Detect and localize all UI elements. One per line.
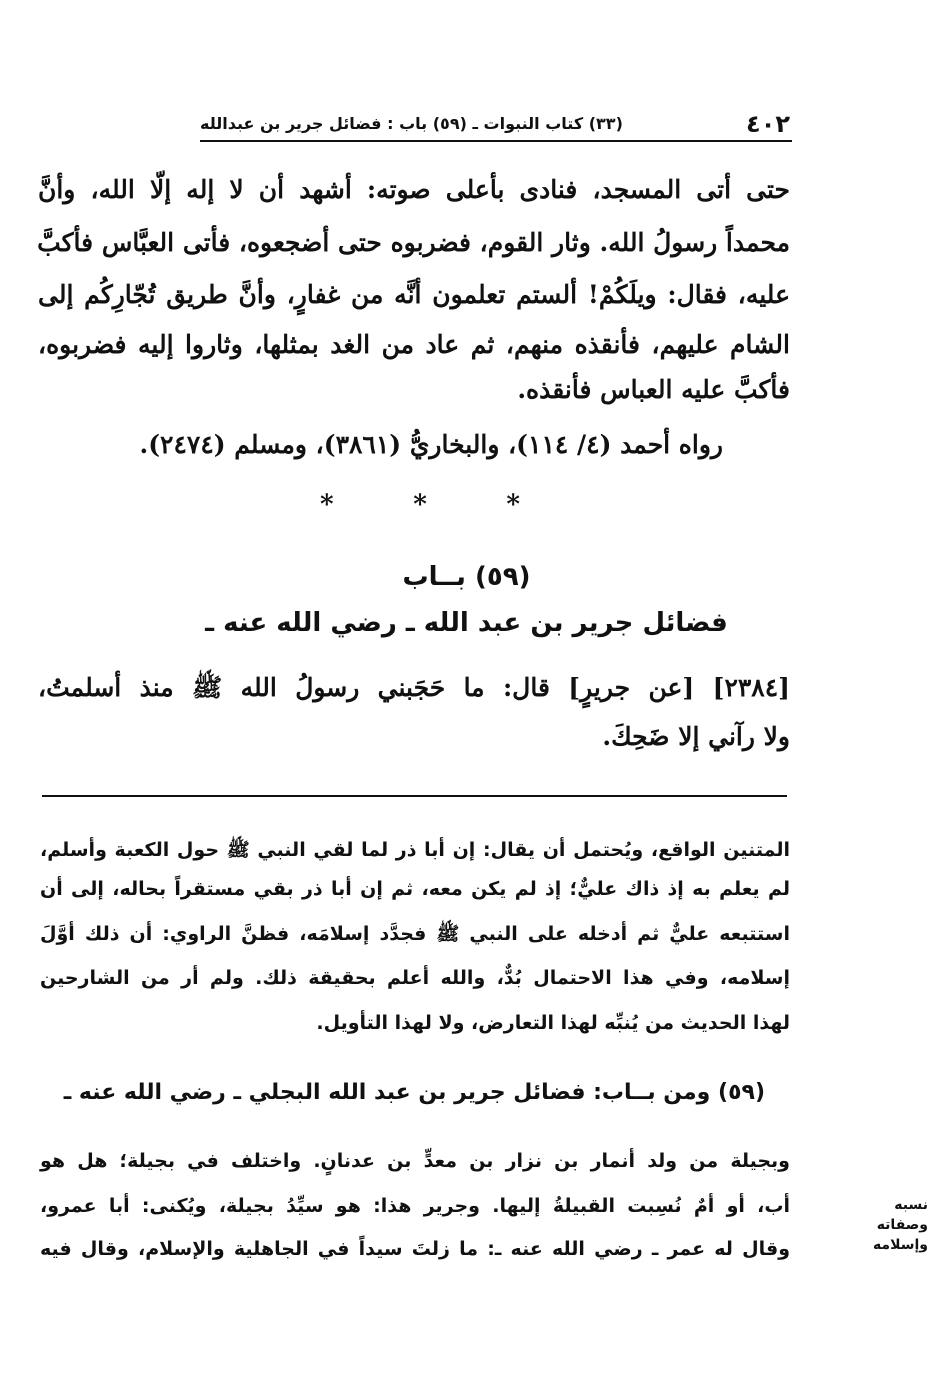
footnote-rule	[42, 795, 787, 797]
separator-stars	[320, 490, 520, 520]
separator-star: *	[320, 490, 334, 520]
body-line: حتى أتى المسجد، فنادى بأعلى صوته: أشهد أن لا إله إلّا الله، وأنَّ	[38, 175, 790, 204]
page-header	[200, 110, 790, 136]
body-line: فأكبَّ عليه العباس فأنقذه.	[517, 375, 790, 404]
body-line: محمداً رسولُ الله. وثار القوم، فضربوه حتى أضجعوه، فأتى العبَّاس فأكبَّ	[37, 228, 790, 257]
commentary-line: أب، أو أمٌ نُسِبت القبيلةُ إليها. وجرير هذا: هو سيِّدُ بجيلة، ويُكنى: أبا عمرو،	[40, 1195, 790, 1217]
hadith-line: ولا رآني إلا ضَحِكَ.	[602, 722, 790, 751]
body-line: الشام عليهم، فأنقذه منهم، ثم عاد من الغد بمثلها، وثاروا إليه فضربوه،	[38, 330, 790, 359]
page-number: ٤٠٢	[746, 110, 790, 138]
footnote-line: استتبعه عليٌّ ثم أدخله على النبي ﷺ فجدَّد إسلامَه، فظنَّ الراوي: أن ذلك أوَّلَ	[40, 923, 790, 945]
body-line: عليه، فقال: ويلَكُمْ! ألستم تعلمون أنَّه من غفارٍ، وأنَّ طريق تُجّارِكُم إلى	[38, 280, 790, 309]
margin-note-line: نسبه وصفاته	[876, 1197, 928, 1233]
hadith-line: [٢٣٨٤] [عن جريرٍ] قال: ما حَجَبني رسولُ الله ﷺ منذ أسلمتُ،	[38, 673, 790, 702]
separator-star: *	[413, 490, 427, 520]
header-rule	[200, 140, 792, 142]
commentary-line: وبجيلة من ولد أنمار بن نزار بن معدٍّ بن عدنانٍ. واختلف في بجيلة؛ هل هو	[40, 1150, 790, 1172]
margin-note	[848, 1195, 928, 1255]
separator-star: *	[506, 490, 520, 520]
footnote-line: لم يعلم به إذ ذاك عليٌّ؛ إذ لم يكن معه، ثم إن أبا ذر بقي مستقراً بحاله، إلى أن	[40, 878, 790, 900]
margin-note-line: وإسلامه	[872, 1237, 928, 1253]
commentary-line: وقال له عمر ـ رضي الله عنه ـ: ما زلتَ سيداً في الجاهلية والإسلام، وقال فيه	[40, 1238, 790, 1260]
footnote-line: لهذا الحديث من يُنبِّه لهذا التعارض، ولا لهذا التأويل.	[316, 1012, 790, 1034]
commentary-heading: (٥٩) ومن بــاب: فضائل جرير بن عبد الله البجلي ـ رضي الله عنه ـ	[63, 1080, 765, 1105]
footnote-line: المتنين الواقع، ويُحتمل أن يقال: إن أبا ذر لما لقي النبي ﷺ حول الكعبة وأسلم،	[40, 839, 790, 861]
footnote-line: إسلامه، وفي هذا الاحتمال بُدٌّ، والله أعلم بحقيقة ذلك. ولم أر من الشارحين	[40, 967, 790, 989]
citation: رواه أحمد (٤/ ١١٤)، والبخاريُّ (٣٨٦١)، ومسلم (٢٤٧٤).	[139, 430, 723, 459]
chapter-title: فضائل جرير بن عبد الله ـ رضي الله عنه ـ	[205, 608, 728, 638]
running-title: (٣٣) كتاب النبوات ـ (٥٩) باب : فضائل جرير بن عبدالله	[200, 114, 623, 133]
chapter-number: (٥٩) بــاب	[402, 562, 531, 592]
